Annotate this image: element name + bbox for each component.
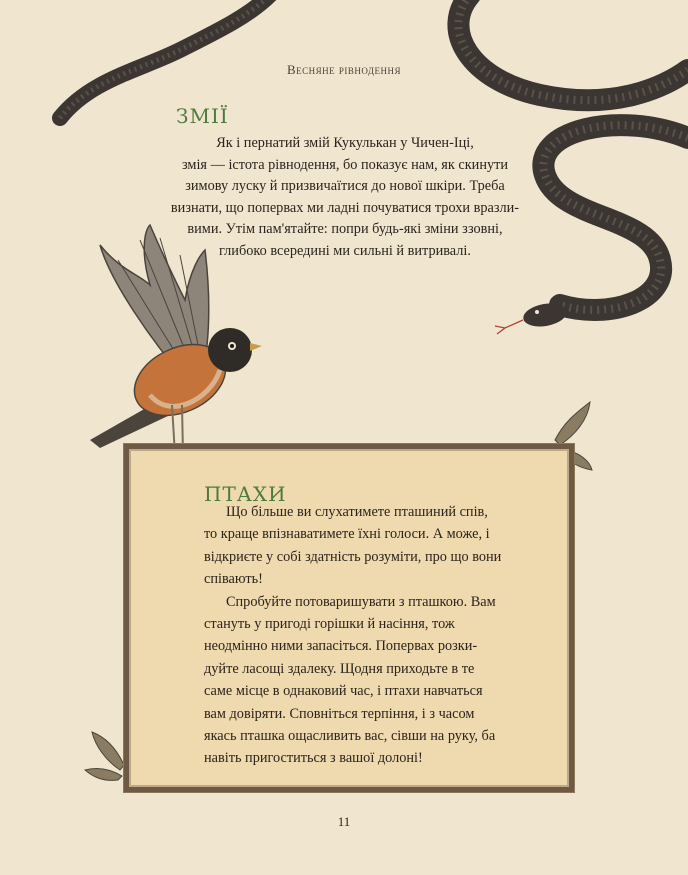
snake-body-illustration xyxy=(458,0,688,100)
snakes-line: зимову луску й призвичаїтися до нової шкіри. Треба xyxy=(185,178,505,194)
snakes-line: визнати, що поперваx ми ладні почуватися трохи вразли- xyxy=(170,199,520,216)
birds-body xyxy=(204,501,504,770)
page-number: 11 xyxy=(337,814,351,829)
snakes-line: глибоко всередині ми сильні й витривалі. xyxy=(219,242,471,259)
snakes-paragraph xyxy=(160,133,530,262)
snakes-line: вими. Утім пам'ятайте: попри будь-які зміни ззовні, xyxy=(187,221,503,237)
birds-paragraph: Спробуйте потоваришувати з пташкою. Вам стануть у пригоді горішки й насіння, тож неодмінно ними запасіться. Поперваx розки-дуйте ласощі здалеку. Щодня приходьте в те саме місце в однаковий час, і птахи навчаться вам довіряти. Сповніться терпіння, і з часом якась пташка ощасливить вас, сівши на руку, ба навіть пригоститься з вашої долоні! xyxy=(204,593,496,767)
running-head: Весняне рівнодення xyxy=(286,62,402,77)
birds-paragraph: Що більше ви слухатимете пташиний спів, то краще впізнаватимете їхні голоси. А може, і відкриєте у собі здатність розуміти, про що вони співають! xyxy=(204,504,502,588)
snakes-line: Як і пернатий змій Кукулькан у Чичен-Іці, xyxy=(216,135,474,151)
snakes-line: змія — істота рівнодення, бо показує нам, як скинути xyxy=(181,156,509,173)
birds-heading: ПТАХИ xyxy=(204,482,287,506)
snakes-heading: ЗМІЇ xyxy=(176,104,229,128)
